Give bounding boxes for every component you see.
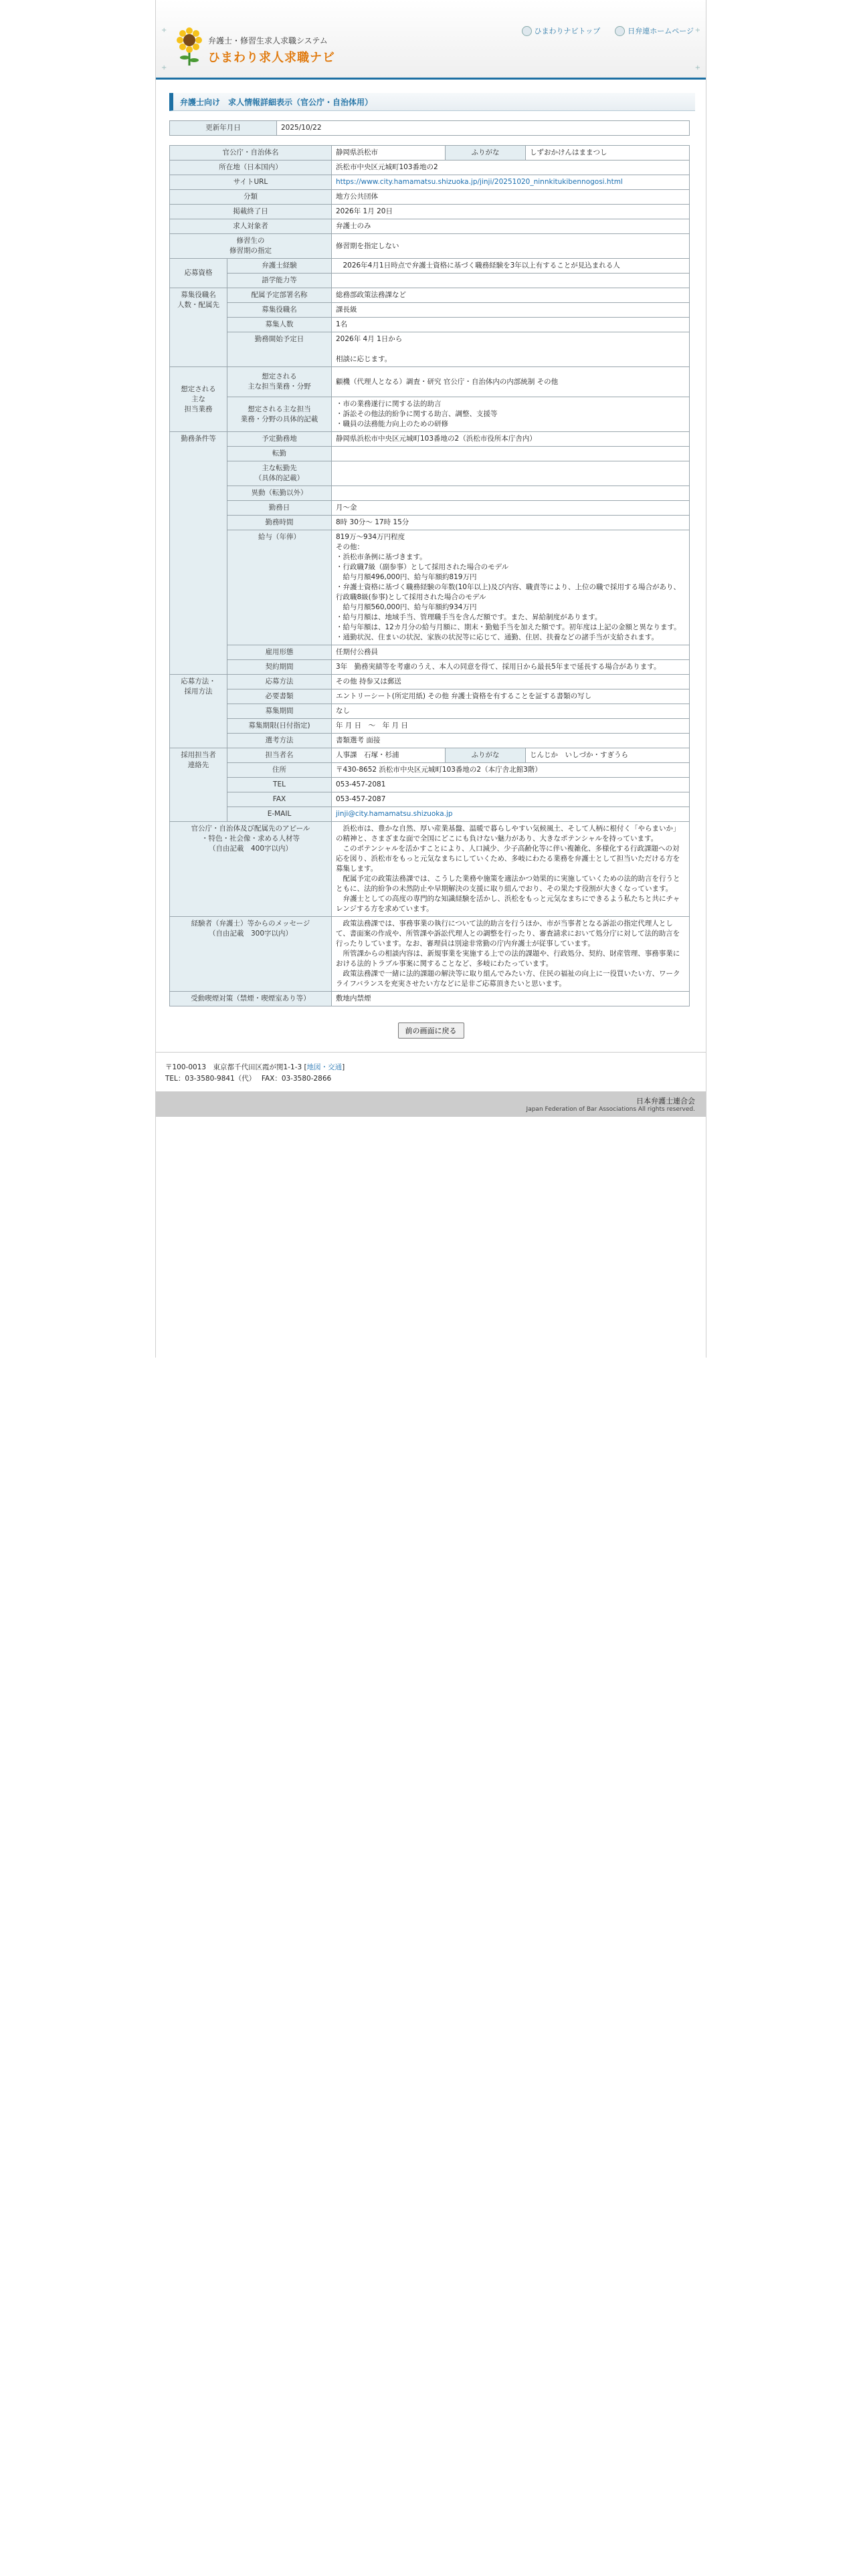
footer-info xyxy=(156,1052,706,1091)
home-icon xyxy=(522,26,532,36)
table-row xyxy=(170,432,690,447)
table-row xyxy=(170,160,690,175)
table-row xyxy=(170,486,690,501)
page-title: 弁護士向け 求人情報詳細表示（官公庁・自治体用） xyxy=(169,93,695,111)
duty-detail-label: 想定される主な担当 業務・分野の具体的記載 xyxy=(227,397,332,432)
table-row xyxy=(170,146,690,160)
corner-mark: + xyxy=(161,27,167,34)
end-date-label: 掲載終了日 xyxy=(170,205,332,219)
logo-title[interactable]: ひまわり求人求職ナビ xyxy=(208,51,335,65)
employment-form-value: 任期付公務員 xyxy=(332,645,690,660)
deadline-value: 年 月 日 〜 年 月 日 xyxy=(332,719,690,734)
table-row xyxy=(170,397,690,432)
page-container xyxy=(155,0,706,1358)
site-url-cell xyxy=(332,175,690,190)
back-button-area xyxy=(156,1023,706,1039)
num-value: 1名 xyxy=(332,318,690,332)
target-value: 弁護士のみ xyxy=(332,219,690,234)
apply-period-label: 募集期間 xyxy=(227,704,332,719)
select-method-value: 書類選考 面接 xyxy=(332,734,690,748)
updated-value: 2025/10/22 xyxy=(277,121,690,136)
days-label: 勤務日 xyxy=(227,501,332,516)
contact-group-label: 採用担当者 連絡先 xyxy=(170,748,227,822)
table-row xyxy=(170,318,690,332)
house-icon xyxy=(615,26,625,36)
post-value: 課長級 xyxy=(332,303,690,318)
table-row xyxy=(170,719,690,734)
table-row xyxy=(170,704,690,719)
place-value: 静岡県浜松市中央区元城町103番地の2（浜松市役所本庁舎内） xyxy=(332,432,690,447)
language-label: 語学能力等 xyxy=(227,274,332,288)
smoke-label: 受動喫煙対策（禁煙・喫煙室あり等） xyxy=(170,992,332,1006)
table-row xyxy=(170,288,690,303)
fax-value: 053-457-2087 xyxy=(332,792,690,807)
nav-label: ひまわりナビトップ xyxy=(534,27,601,35)
duty-group-label: 想定される 主な 担当業務 xyxy=(170,367,227,432)
corner-mark: + xyxy=(694,27,700,34)
experience-label: 弁護士経験 xyxy=(227,259,332,274)
fax-label: FAX xyxy=(227,792,332,807)
table-row xyxy=(170,689,690,704)
table-row xyxy=(170,175,690,190)
transfer-detail-value xyxy=(332,461,690,486)
nav-himawari-top[interactable] xyxy=(522,25,601,36)
table-row xyxy=(170,259,690,274)
contact-kana-label: ふりがな xyxy=(446,748,526,763)
table-row xyxy=(170,190,690,205)
table-row xyxy=(170,367,690,397)
term-label: 修習生の 修習期の指定 xyxy=(170,234,332,259)
table-row xyxy=(170,660,690,675)
table-row xyxy=(170,675,690,689)
footer-address: 〒100-0013 東京都千代田区霞が関1-1-3 xyxy=(165,1063,302,1071)
recruit-group-label: 募集役職名 人数・配属先 xyxy=(170,288,227,367)
start-label: 勤務開始予定日 xyxy=(227,332,332,367)
transfer-value xyxy=(332,447,690,461)
table-row xyxy=(170,734,690,748)
logo-subtitle: 弁護士・修習生求人求職システム xyxy=(208,36,328,45)
qualification-group-label: 応募資格 xyxy=(170,259,227,288)
table-row xyxy=(170,822,690,917)
table-row xyxy=(170,792,690,807)
contact-addr-value: 〒430-8652 浜松市中央区元城町103番地の2（本庁舎北館3階） xyxy=(332,763,690,778)
updated-date-table xyxy=(169,120,690,136)
org-value: 静岡県浜松市 xyxy=(332,146,446,160)
tel-label: TEL xyxy=(227,778,332,792)
num-label: 募集人数 xyxy=(227,318,332,332)
table-row xyxy=(170,234,690,259)
table-row xyxy=(170,917,690,992)
hours-label: 勤務時間 xyxy=(227,516,332,530)
contract-period-label: 契約期間 xyxy=(227,660,332,675)
footer-map-link[interactable]: 地図・交通 xyxy=(306,1063,343,1071)
table-row xyxy=(170,303,690,318)
salary-value: 819万〜934万円程度 その他： ・浜松市条例に基づきます。 ・行政職7級（副参事）として採用された場合のモデル 給与月額496,000円、給与年額約819万円 ・弁護士資格に基づく職務経験の年数(10年以上)及び内容、職責等により、上位の職で採用する場合があり、行政職8級(参事)として採用された場合のモデル 給与月額560,000円、給与年額約934万円 ・給与月額は、地域手当、管理職手当を含んだ額です。また、昇給制度があります。 ・給与年額は、12カ月分の給与月額に、期末・勤勉手当を加えた額です。初年度は上記の金額と異なります。 ・通勤状況、住まいの状況、家族の状況等に応じて、通勤、住居、扶養などの諸手当が支給されます。 xyxy=(332,530,690,645)
apply-group-label: 応募方法・ 採用方法 xyxy=(170,675,227,748)
email-link[interactable]: jinji@city.hamamatsu.shizuoka.jp xyxy=(336,810,453,818)
org-kana-label: ふりがな xyxy=(446,146,526,160)
table-row xyxy=(170,121,690,136)
docs-value: エントリーシート(所定用紙) その他 弁護士資格を有することを証する書類の写し xyxy=(332,689,690,704)
salary-label: 給与（年俸） xyxy=(227,530,332,645)
table-row xyxy=(170,807,690,822)
contact-kana-value: じんじか いしづか・すぎうら xyxy=(526,748,690,763)
dispatch-label: 異動（転勤以外） xyxy=(227,486,332,501)
table-row xyxy=(170,992,690,1006)
table-row xyxy=(170,274,690,288)
apply-method-label: 応募方法 xyxy=(227,675,332,689)
nav-nichibenren-home[interactable] xyxy=(615,25,694,36)
org-kana-value: しずおかけんはままつし xyxy=(526,146,690,160)
category-value: 地方公共団体 xyxy=(332,190,690,205)
duty-field-label: 想定される 主な担当業務・分野 xyxy=(227,367,332,397)
table-row xyxy=(170,447,690,461)
table-row xyxy=(170,501,690,516)
table-row xyxy=(170,332,690,367)
appeal-value: 浜松市は、豊かな自然、厚い産業基盤、温暖で暮らしやすい気候風土、そして人柄に根付く「やらまいか」の精神と、さまざまな面で全国にどこにも負けない魅力があり、大きなポテンシャルを持っています。 このポテンシャルを活かすことにより、人口減少、少子高齢化等に伴い複雑化、多様化する行政課題への対応を図り、浜松市をもっと元気なまちにしていくため、多岐にわたる業務を弁護士として担当いただける方を募集します。 配属予定の政策法務課では、こうした業務や施策を適法かつ効果的に実施していくための法的助言を行うとともに、法的紛争の未然防止や早期解決の支援に取り組んでおり、その果たす役割が大きくなっています。 弁護士としての高度の専門的な知識経験を活かし、浜松をもっと元気なまちにできるよう私たちと共にチャレンジする方を求めています。 xyxy=(332,822,690,917)
table-row xyxy=(170,748,690,763)
table-row xyxy=(170,763,690,778)
address-value: 浜松市中央区元城町103番地の2 xyxy=(332,160,690,175)
site-url-link[interactable]: https://www.city.hamamatsu.shizuoka.jp/jinji/20251020_ninnkitukibennogosi.html xyxy=(336,178,623,186)
org-label: 官公庁・自治体名 xyxy=(170,146,332,160)
dispatch-value xyxy=(332,486,690,501)
smoke-value: 敷地内禁煙 xyxy=(332,992,690,1006)
deadline-label: 募集期限(日付指定) xyxy=(227,719,332,734)
site-url-label: サイトURL xyxy=(170,175,332,190)
category-label: 分類 xyxy=(170,190,332,205)
table-row xyxy=(170,530,690,645)
table-row xyxy=(170,461,690,486)
apply-period-value: なし xyxy=(332,704,690,719)
place-label: 予定勤務地 xyxy=(227,432,332,447)
message-label: 経験者（弁護士）等からのメッセージ （自由記載 300字以内） xyxy=(170,917,332,992)
footer-address-line: 〒100-0013 東京都千代田区霞が関1-1-3 [地図・交通] xyxy=(165,1063,345,1071)
select-method-label: 選考方法 xyxy=(227,734,332,748)
nav-label: 日弁連ホームページ xyxy=(628,27,694,35)
start-value: 2026年 4月 1日から 相談に応じます。 xyxy=(332,332,690,367)
dept-label: 配属予定部署名称 xyxy=(227,288,332,303)
transfer-label: 転勤 xyxy=(227,447,332,461)
contact-name-label: 担当者名 xyxy=(227,748,332,763)
employment-form-label: 雇用形態 xyxy=(227,645,332,660)
tel-value: 053-457-2081 xyxy=(332,778,690,792)
docs-label: 必要書類 xyxy=(227,689,332,704)
footer-copyright: Japan Federation of Bar Associations All rights reserved. xyxy=(526,1106,695,1113)
corner-mark: + xyxy=(161,64,167,72)
duty-field-value: 顧機（代理人となる）調査・研究 官公庁・自治体内の内部統制 その他 xyxy=(332,367,690,397)
contract-period-value: 3年 勤務実績等を考慮のうえ、本人の同意を得て、採用日から最長5年まで延長する場合があります。 xyxy=(332,660,690,675)
transfer-detail-label: 主な転勤先 （具体的記載） xyxy=(227,461,332,486)
back-button[interactable]: 前の画面に戻る xyxy=(398,1023,464,1039)
table-row xyxy=(170,219,690,234)
updated-label: 更新年月日 xyxy=(170,121,277,136)
post-label: 募集役職名 xyxy=(227,303,332,318)
contact-addr-label: 住所 xyxy=(227,763,332,778)
target-label: 求人対象者 xyxy=(170,219,332,234)
site-header xyxy=(156,0,706,80)
term-value: 修習期を指定しない xyxy=(332,234,690,259)
top-navigation xyxy=(522,25,694,36)
end-date-value: 2026年 1月 20日 xyxy=(332,205,690,219)
contact-name-value: 人事課 石塚・杉浦 xyxy=(332,748,446,763)
message-value: 政策法務課では、事務事業の執行について法的助言を行うほか、市が当事者となる訴訟の指定代理人として、書面案の作成や、所管課や訴訟代理人との調整を行ったり、審査請求において処分庁に対して法的助言を行ったりしています。なお、審理員は別途非常勤の庁内弁護士が従事しています。 所管課からの相談内容は、新規事業を実施する上での法的課題や、行政処分、契約、財産管理、事務事業における法的トラブル事案に関することなど、多岐にわたっています。 政策法務課で一緒に法的課題の解決等に取り組んでみたい方、住民の福祉の向上に一役買いたい方、ワークライフバランスを充実させたい方などに是非ご応募頂きたいと思います。 xyxy=(332,917,690,992)
hours-value: 8時 30分〜 17時 15分 xyxy=(332,516,690,530)
footer-tel: TEL：03-3580-9841（代） FAX：03-3580-2866 xyxy=(165,1075,332,1083)
footer-org: 日本弁護士連合会 xyxy=(636,1097,695,1105)
experience-value: 2026年4月1日時点で弁護士資格に基づく職務経験を3年以上有することが見込まれる人 xyxy=(332,259,690,274)
corner-mark: + xyxy=(694,64,700,72)
table-row xyxy=(170,778,690,792)
table-row xyxy=(170,645,690,660)
days-value: 月〜金 xyxy=(332,501,690,516)
table-row xyxy=(170,205,690,219)
duty-detail-value: ・市の業務遂行に関する法的助言 ・訴訟その他法的紛争に関する助言、調整、支援等 ・職員の法務能力向上のための研修 xyxy=(332,397,690,432)
address-label: 所在地（日本国内） xyxy=(170,160,332,175)
language-value xyxy=(332,274,690,288)
sunflower-logo-icon[interactable] xyxy=(176,27,203,67)
job-detail-table xyxy=(169,145,690,1006)
footer-bar xyxy=(156,1091,706,1117)
apply-method-value: その他 持参又は郵送 xyxy=(332,675,690,689)
appeal-label: 官公庁・自治体及び配属先のアピール ・特色・社会像・求める人材等 （自由記載 400字以内） xyxy=(170,822,332,917)
dept-value: 総務部政策法務課など xyxy=(332,288,690,303)
email-cell xyxy=(332,807,690,822)
conditions-group-label: 勤務条件等 xyxy=(170,432,227,675)
table-row xyxy=(170,516,690,530)
email-label: E-MAIL xyxy=(227,807,332,822)
